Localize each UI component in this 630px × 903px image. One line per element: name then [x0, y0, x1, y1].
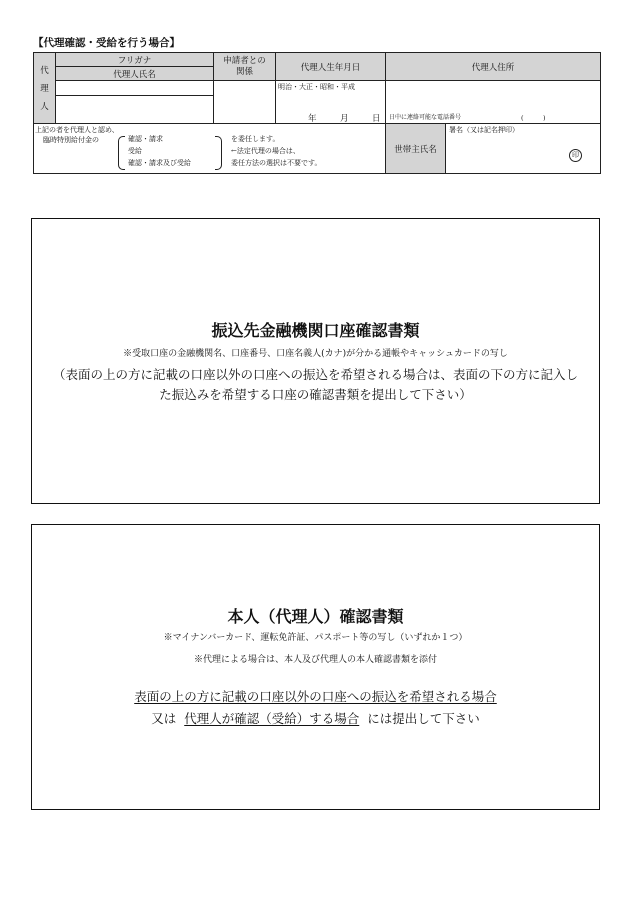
agent-name-field[interactable]: [56, 96, 214, 124]
householder-label: 世帯主氏名: [386, 124, 446, 174]
bank-document-box: [31, 218, 600, 504]
address-field[interactable]: [386, 81, 601, 124]
birthdate-header: 代理人生年月日: [276, 53, 386, 81]
section-title: 【代理確認・受給を行う場合】: [33, 37, 180, 49]
option-confirm-claim-receive[interactable]: 確認・請求及び受給: [128, 159, 191, 167]
identity-box-title: 本人（代理人）確認書類: [227, 607, 404, 626]
agent-name-header: 代理人氏名: [56, 67, 214, 81]
bank-box-line2: た振込みを希望する口座の確認書類を提出して下さい）: [159, 387, 472, 402]
bank-box-line1: （表面の上の方に記載の口座以外の口座への振込を希望される場合は、表面の下の方に記入し: [52, 367, 578, 382]
signature-field[interactable]: 署名（又は記名押印） 印: [446, 124, 601, 174]
identity-box-note2: ※代理による場合は、本人及び代理人の本人確認書類を添付: [193, 655, 437, 665]
agent-form-table: [33, 52, 601, 174]
bank-box-note: ※受取口座の金融機関名、口座番号、口座名義人(カナ)が分かる通帳やキャッシュカードの写し: [123, 349, 508, 359]
identity-box-condition2: 又は 代理人が確認（受給）する場合 には提出して下さい: [151, 711, 480, 726]
identity-box-note1: ※マイナンバーカード、運転免許証、パスポート等の写し（いずれか１つ）: [163, 633, 468, 643]
phone-field: ( ): [521, 113, 546, 122]
address-header: 代理人住所: [386, 53, 601, 81]
agent-side-label: 代 理 人: [34, 53, 56, 124]
birthdate-field[interactable]: 明治・大正・昭和・平成 年 月 日: [276, 81, 386, 124]
bank-box-title: 振込先金融機関口座確認書類: [211, 321, 420, 340]
relation-field[interactable]: [214, 81, 276, 124]
delegation-cell: 上記の者を代理人と認め、 臨時特別給付金の 確認・請求 受給 確認・請求及び受給 を委任します。 ←法定代理の場合は、 委任方法の選択は不要です。: [34, 124, 386, 174]
seal-mark: 印: [569, 149, 582, 162]
era-options: 明治・大正・昭和・平成: [278, 83, 355, 91]
furigana-field[interactable]: [56, 81, 214, 96]
furigana-header: フリガナ: [56, 53, 214, 67]
identity-box-condition1: 表面の上の方に記載の口座以外の口座への振込を希望される場合: [134, 689, 497, 704]
option-receive[interactable]: 受給: [128, 147, 142, 155]
phone-label: 日中に連絡可能な電話番号: [389, 114, 462, 121]
identity-document-box: [31, 524, 600, 810]
option-confirm-claim[interactable]: 確認・請求: [128, 135, 163, 143]
relation-header: 申請者との 関係: [214, 53, 276, 81]
